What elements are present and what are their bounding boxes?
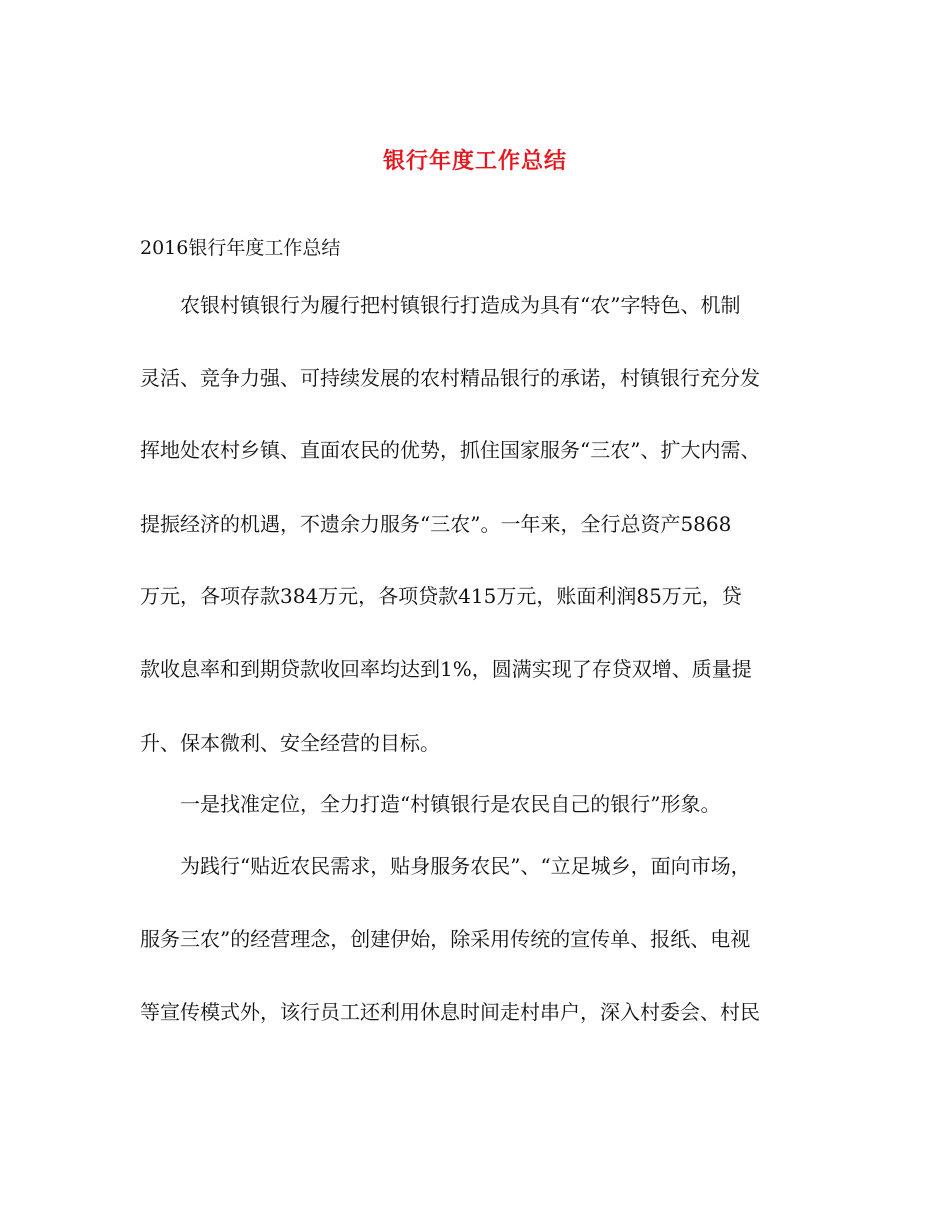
paragraph-line: 灵活、竞争力强、可持续发展的农村精品银行的承诺，村镇银行充分发	[140, 366, 760, 390]
paragraph-line: 一是找准定位，全力打造“村镇银行是农民自己的银行”形象。	[180, 792, 721, 816]
paragraph-line: 提振经济的机遇，不遗余力服务“三农”。一年来，全行总资产5868	[140, 512, 732, 536]
paragraph-line: 服务三农”的经营理念，创建伊始，除采用传统的宣传单、报纸、电视	[140, 927, 751, 951]
paragraph-line: 万元，各项存款384万元，各项贷款415万元，账面利润85万元，贷	[140, 584, 742, 608]
document-subtitle: 2016银行年度工作总结	[140, 237, 341, 259]
paragraph-line: 农银村镇银行为履行把村镇银行打造成为具有“农”字特色、机制	[180, 293, 741, 317]
paragraph-line: 升、保本微利、安全经营的目标。	[140, 731, 440, 755]
document-title: 银行年度工作总结	[382, 148, 567, 174]
paragraph-line: 挥地处农村乡镇、直面农民的优势，抓住国家服务“三农”、扩大内需、	[140, 438, 761, 462]
paragraph-line: 为践行“贴近农民需求，贴身服务农民”、“立足城乡，面向市场，	[180, 854, 751, 878]
paragraph-line: 等宣传模式外，该行员工还利用休息时间走村串户，深入村委会、村民	[140, 1000, 760, 1024]
paragraph-line: 款收息率和到期贷款收回率均达到1%，圆满实现了存贷双增、质量提	[140, 657, 752, 681]
